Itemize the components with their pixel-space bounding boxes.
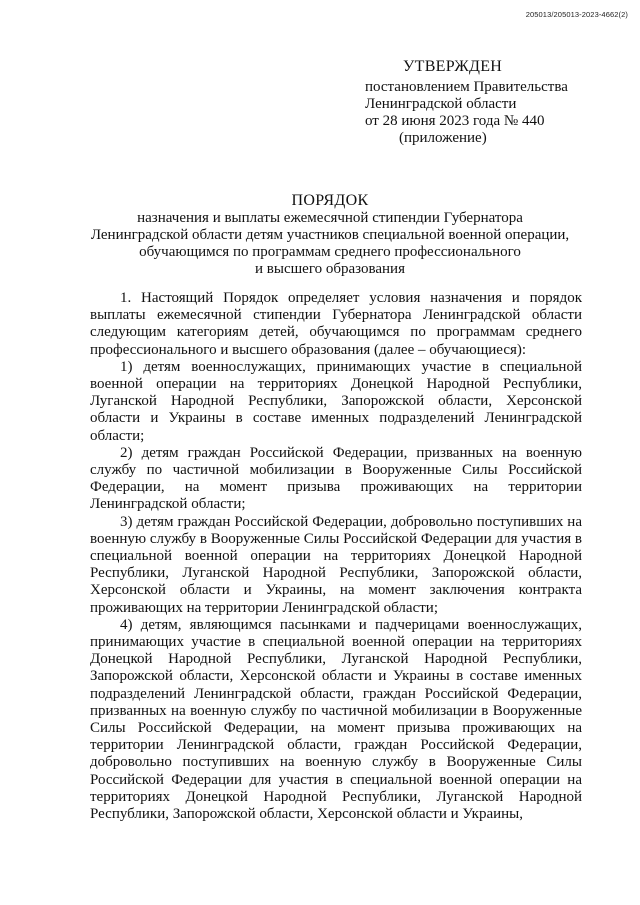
document-body: [90, 290, 582, 823]
title-line-1: назначения и выплаты ежемесячной стипендии Губернатора: [137, 210, 523, 226]
paragraph-item-1: 1) детям военнослужащих, принимающих участие в специальной военной операции на территориях Донецкой Народной Республики, Луганской Народной Республики, Запорожской области, Херсонской области и Украины в составе именных подразделений Ленинградской области;: [90, 358, 582, 444]
approval-line-2: Ленинградской области: [365, 96, 517, 112]
approval-line-3: от 28 июня 2023 года № 440: [365, 113, 545, 129]
title-line-2: Ленинградской области детям участников специальной военной операции,: [90, 227, 570, 243]
approval-heading: УТВЕРЖДЕН: [403, 58, 503, 75]
approval-stamp: [365, 58, 615, 147]
paragraph-1: 1. Настоящий Порядок определяет условия назначения и порядок выплаты ежемесячной стипендии Губернатора Ленинградской области следующим категориям детей, обучающимся по программам среднего профессионального и высшего образования (далее – обучающиеся):: [90, 290, 582, 358]
document-title: [60, 192, 600, 278]
approval-line-4: (приложение): [399, 130, 487, 146]
approval-line-1: постановлением Правительства: [365, 79, 568, 95]
title-line-4: и высшего образования: [255, 261, 405, 277]
document-code: 205013/205013-2023-4662(2): [525, 10, 628, 19]
paragraph-item-3: 3) детям граждан Российской Федерации, добровольно поступивших на военную службу в Вооруженные Силы Российской Федерации для участия в специальной военной операции на территориях Донецкой Народной Республики, Луганской Народной Республики, Запорожской области, Херсонской области и Украины, на момент заключения контракта проживающих на территории Ленинградской области;: [90, 513, 582, 616]
paragraph-item-4: 4) детям, являющимся пасынками и падчерицами военнослужащих, принимающих участие в специальной военной операции на территориях Донецкой Народной Республики, Луганской Народной Республики, Запорожской области, Херсонской области и Украины в составе именных подразделений Ленинградской области, граждан Российской Федерации, призванных на военную службу по частичной мобилизации в Вооруженные Силы Российской Федерации, на момент призыва проживающих на территории Ленинградской области, граждан Российской Федерации, добровольно поступивших на военную службу в Вооруженные Силы Российской Федерации для участия в специальной военной операции на территориях Донецкой Народной Республики, Луганской Народной Республики, Запорожской области, Херсонской области и Украины,: [90, 616, 582, 823]
title-line-3: обучающимся по программам среднего профессионального: [139, 244, 521, 260]
title-main: ПОРЯДОК: [291, 192, 369, 209]
paragraph-item-2: 2) детям граждан Российской Федерации, призванных на военную службу по частичной мобилизации в Вооруженные Силы Российской Федерации, на момент призыва проживающих на территории Ленинградской области;: [90, 444, 582, 513]
